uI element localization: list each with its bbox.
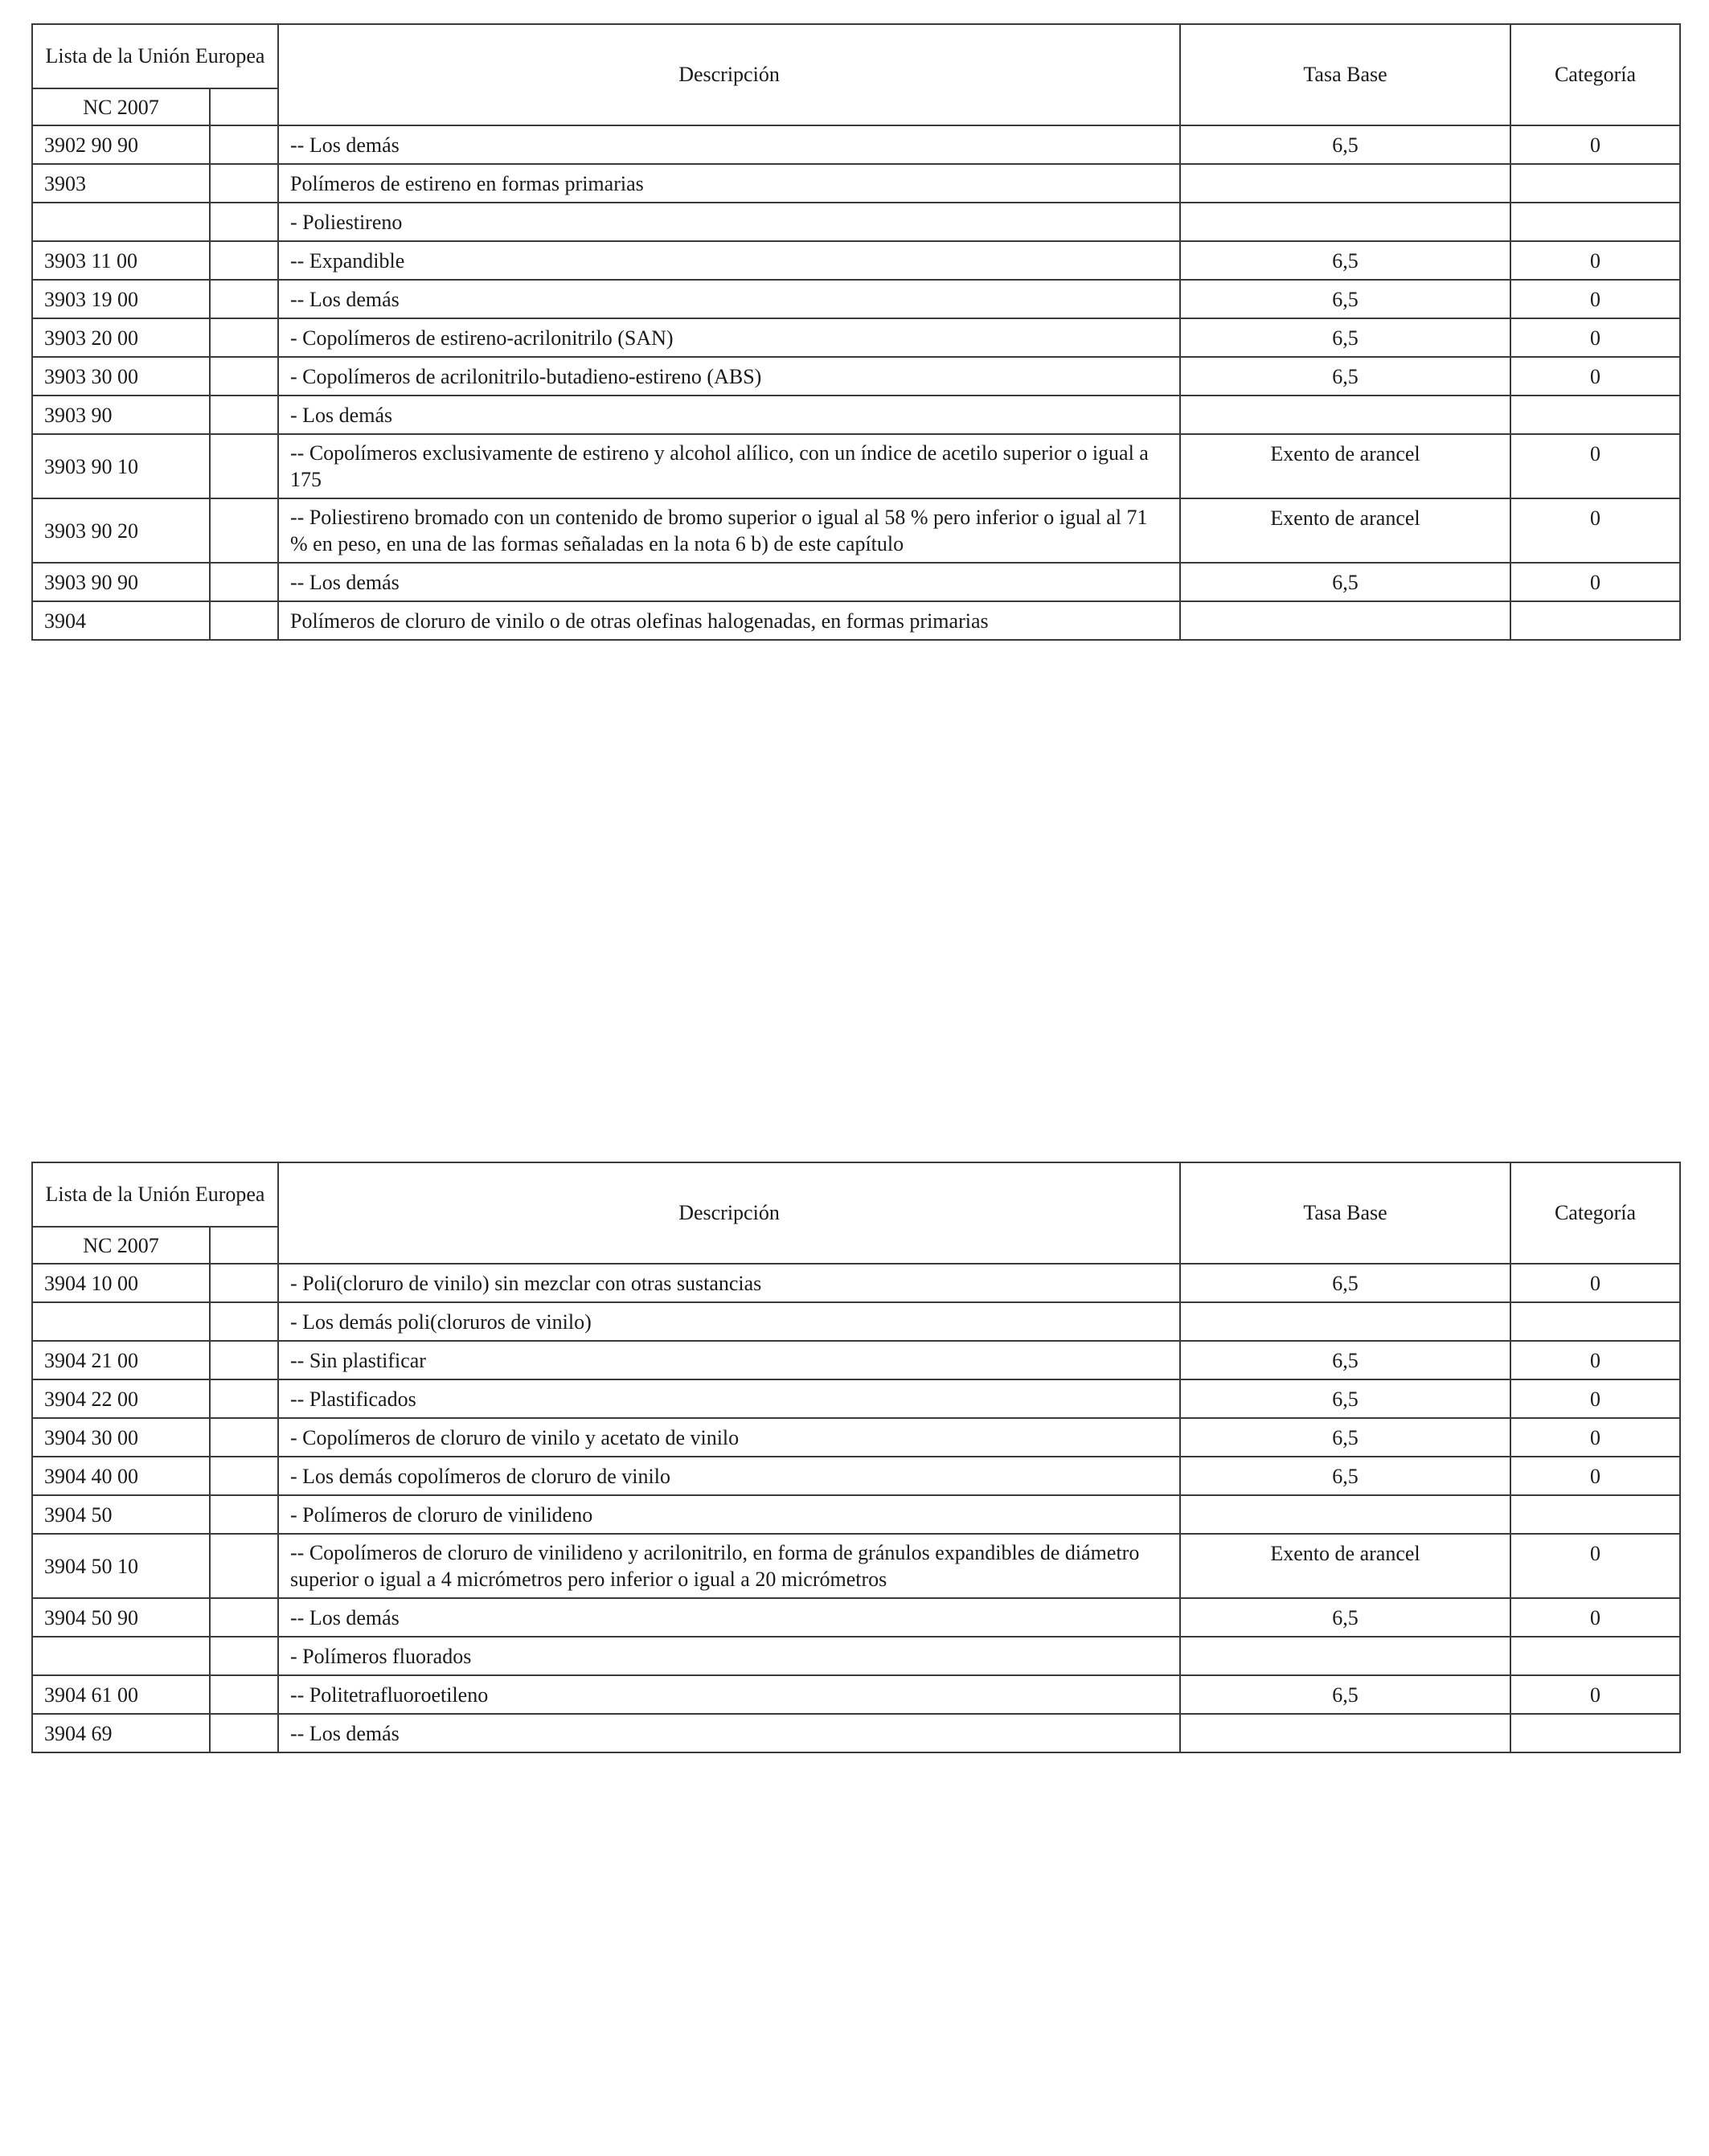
- category-cell: [1510, 1302, 1680, 1341]
- hs-code-cell: 3904 61 00: [32, 1675, 210, 1714]
- table-row: [32, 1598, 1680, 1637]
- hs-code-cell: 3903 90 10: [32, 434, 210, 498]
- blank-cell: [210, 203, 278, 241]
- tariff-table-1: [31, 23, 1681, 641]
- category-cell: 0: [1510, 357, 1680, 396]
- blank-cell: [210, 563, 278, 601]
- table-row: [32, 1264, 1680, 1302]
- blank-cell: [210, 1418, 278, 1457]
- category-cell: 0: [1510, 1675, 1680, 1714]
- category-cell: [1510, 203, 1680, 241]
- category-cell: 0: [1510, 1418, 1680, 1457]
- table-row: [32, 203, 1680, 241]
- hs-code-cell: 3903 20 00: [32, 318, 210, 357]
- base-rate-cell: 6,5: [1180, 1457, 1510, 1495]
- category-cell: 0: [1510, 1598, 1680, 1637]
- table-row: [32, 563, 1680, 601]
- table-row: [32, 1457, 1680, 1495]
- base-rate-cell: 6,5: [1180, 125, 1510, 164]
- description-cell: -- Los demás: [278, 563, 1180, 601]
- description-cell: - Los demás: [278, 396, 1180, 434]
- hs-code-cell: 3903: [32, 164, 210, 203]
- category-cell: 0: [1510, 1341, 1680, 1379]
- description-cell: -- Politetrafluoroetileno: [278, 1675, 1180, 1714]
- description-cell: Polímeros de estireno en formas primarias: [278, 164, 1180, 203]
- base-rate-cell: 6,5: [1180, 1379, 1510, 1418]
- description-cell: - Poliestireno: [278, 203, 1180, 241]
- description-cell: -- Los demás: [278, 1598, 1180, 1637]
- description-cell: -- Los demás: [278, 280, 1180, 318]
- hs-code-cell: 3904 21 00: [32, 1341, 210, 1379]
- hs-code-cell: [32, 203, 210, 241]
- description-cell: - Poli(cloruro de vinilo) sin mezclar con otras sustancias: [278, 1264, 1180, 1302]
- table-row: [32, 280, 1680, 318]
- table-row: [32, 396, 1680, 434]
- table-row: [32, 1637, 1680, 1675]
- description-cell: -- Los demás: [278, 125, 1180, 164]
- table-row: [32, 357, 1680, 396]
- category-cell: 0: [1510, 125, 1680, 164]
- hs-code-cell: 3903 19 00: [32, 280, 210, 318]
- category-cell: 0: [1510, 1264, 1680, 1302]
- table-row: [32, 164, 1680, 203]
- category-cell: 0: [1510, 498, 1680, 563]
- header-category: Categoría: [1510, 24, 1680, 125]
- hs-code-cell: 3904: [32, 601, 210, 640]
- base-rate-cell: [1180, 396, 1510, 434]
- base-rate-cell: 6,5: [1180, 357, 1510, 396]
- base-rate-cell: [1180, 1714, 1510, 1752]
- hs-code-cell: 3904 50 10: [32, 1534, 210, 1598]
- base-rate-cell: [1180, 1495, 1510, 1534]
- table-row: [32, 498, 1680, 563]
- description-cell: - Los demás copolímeros de cloruro de vinilo: [278, 1457, 1180, 1495]
- header-nc-2007: NC 2007: [32, 1227, 210, 1264]
- hs-code-cell: 3904 50 90: [32, 1598, 210, 1637]
- blank-cell: [210, 1264, 278, 1302]
- category-cell: [1510, 601, 1680, 640]
- hs-code-cell: 3904 30 00: [32, 1418, 210, 1457]
- hs-code-cell: 3903 90: [32, 396, 210, 434]
- table-row: [32, 1675, 1680, 1714]
- hs-code-cell: 3904 22 00: [32, 1379, 210, 1418]
- header-description: Descripción: [278, 24, 1180, 125]
- header-list-ue: Lista de la Unión Europea: [32, 24, 278, 88]
- blank-cell: [210, 241, 278, 280]
- description-cell: Polímeros de cloruro de vinilo o de otras olefinas halogenadas, en formas primarias: [278, 601, 1180, 640]
- category-cell: [1510, 164, 1680, 203]
- table-row: [32, 1302, 1680, 1341]
- hs-code-cell: 3903 11 00: [32, 241, 210, 280]
- hs-code-cell: 3904 10 00: [32, 1264, 210, 1302]
- base-rate-cell: [1180, 1302, 1510, 1341]
- base-rate-cell: 6,5: [1180, 1418, 1510, 1457]
- description-cell: -- Copolímeros exclusivamente de estireno y alcohol alílico, con un índice de acetilo superior o igual a 175: [278, 434, 1180, 498]
- table-row: [32, 318, 1680, 357]
- hs-code-cell: [32, 1637, 210, 1675]
- base-rate-cell: 6,5: [1180, 241, 1510, 280]
- header-base-rate: Tasa Base: [1180, 24, 1510, 125]
- blank-cell: [210, 280, 278, 318]
- blank-cell: [210, 1714, 278, 1752]
- table-row: [32, 1495, 1680, 1534]
- description-cell: - Polímeros fluorados: [278, 1637, 1180, 1675]
- category-cell: 0: [1510, 563, 1680, 601]
- header-description: Descripción: [278, 1162, 1180, 1264]
- header-base-rate: Tasa Base: [1180, 1162, 1510, 1264]
- table-row: [32, 1714, 1680, 1752]
- blank-cell: [210, 357, 278, 396]
- hs-code-cell: 3904 40 00: [32, 1457, 210, 1495]
- category-cell: 0: [1510, 434, 1680, 498]
- blank-cell: [210, 1598, 278, 1637]
- description-cell: -- Plastificados: [278, 1379, 1180, 1418]
- table-row: [32, 601, 1680, 640]
- base-rate-cell: Exento de arancel: [1180, 1534, 1510, 1598]
- blank-cell: [210, 1534, 278, 1598]
- category-cell: 0: [1510, 1457, 1680, 1495]
- hs-code-cell: [32, 1302, 210, 1341]
- blank-cell: [210, 1675, 278, 1714]
- description-cell: - Copolímeros de acrilonitrilo-butadieno-estireno (ABS): [278, 357, 1180, 396]
- header-nc-blank: [210, 1227, 278, 1264]
- blank-cell: [210, 1637, 278, 1675]
- hs-code-cell: 3904 50: [32, 1495, 210, 1534]
- blank-cell: [210, 1495, 278, 1534]
- base-rate-cell: 6,5: [1180, 1264, 1510, 1302]
- header-nc-2007: NC 2007: [32, 88, 210, 125]
- blank-cell: [210, 434, 278, 498]
- base-rate-cell: Exento de arancel: [1180, 498, 1510, 563]
- header-category: Categoría: [1510, 1162, 1680, 1264]
- base-rate-cell: [1180, 601, 1510, 640]
- category-cell: 0: [1510, 1534, 1680, 1598]
- base-rate-cell: 6,5: [1180, 563, 1510, 601]
- blank-cell: [210, 164, 278, 203]
- base-rate-cell: 6,5: [1180, 318, 1510, 357]
- description-cell: -- Expandible: [278, 241, 1180, 280]
- base-rate-cell: 6,5: [1180, 1675, 1510, 1714]
- table-row: [32, 1534, 1680, 1598]
- blank-cell: [210, 1302, 278, 1341]
- blank-cell: [210, 601, 278, 640]
- blank-cell: [210, 318, 278, 357]
- tariff-table-2: [31, 1162, 1681, 1753]
- table-row: [32, 1341, 1680, 1379]
- table-body: [32, 1264, 1680, 1752]
- table-row: [32, 125, 1680, 164]
- description-cell: -- Los demás: [278, 1714, 1180, 1752]
- category-cell: 0: [1510, 318, 1680, 357]
- blank-cell: [210, 125, 278, 164]
- blank-cell: [210, 396, 278, 434]
- description-cell: -- Copolímeros de cloruro de vinilideno y acrilonitrilo, en forma de gránulos expandibles de diámetro superior o igual a 4 micrómetros pero inferior o igual a 20 micrómetros: [278, 1534, 1180, 1598]
- hs-code-cell: 3902 90 90: [32, 125, 210, 164]
- category-cell: 0: [1510, 280, 1680, 318]
- base-rate-cell: [1180, 164, 1510, 203]
- description-cell: -- Poliestireno bromado con un contenido de bromo superior o igual al 58 % pero inferior o igual al 71 % en peso, en una de las formas señaladas en la nota 6 b) de este capítulo: [278, 498, 1180, 563]
- category-cell: 0: [1510, 1379, 1680, 1418]
- base-rate-cell: [1180, 203, 1510, 241]
- description-cell: - Polímeros de cloruro de vinilideno: [278, 1495, 1180, 1534]
- table-row: [32, 434, 1680, 498]
- description-cell: - Copolímeros de estireno-acrilonitrilo (SAN): [278, 318, 1180, 357]
- blank-cell: [210, 1341, 278, 1379]
- base-rate-cell: [1180, 1637, 1510, 1675]
- table-row: [32, 1379, 1680, 1418]
- base-rate-cell: 6,5: [1180, 1598, 1510, 1637]
- description-cell: - Copolímeros de cloruro de vinilo y acetato de vinilo: [278, 1418, 1180, 1457]
- table-row: [32, 241, 1680, 280]
- header-nc-blank: [210, 88, 278, 125]
- table-row: [32, 1418, 1680, 1457]
- category-cell: [1510, 1495, 1680, 1534]
- description-cell: -- Sin plastificar: [278, 1341, 1180, 1379]
- base-rate-cell: Exento de arancel: [1180, 434, 1510, 498]
- hs-code-cell: 3903 30 00: [32, 357, 210, 396]
- hs-code-cell: 3904 69: [32, 1714, 210, 1752]
- header-list-ue: Lista de la Unión Europea: [32, 1162, 278, 1227]
- hs-code-cell: 3903 90 90: [32, 563, 210, 601]
- table-body: [32, 125, 1680, 640]
- blank-cell: [210, 498, 278, 563]
- hs-code-cell: 3903 90 20: [32, 498, 210, 563]
- blank-cell: [210, 1457, 278, 1495]
- category-cell: 0: [1510, 241, 1680, 280]
- description-cell: - Los demás poli(cloruros de vinilo): [278, 1302, 1180, 1341]
- base-rate-cell: 6,5: [1180, 1341, 1510, 1379]
- base-rate-cell: 6,5: [1180, 280, 1510, 318]
- category-cell: [1510, 396, 1680, 434]
- category-cell: [1510, 1714, 1680, 1752]
- category-cell: [1510, 1637, 1680, 1675]
- blank-cell: [210, 1379, 278, 1418]
